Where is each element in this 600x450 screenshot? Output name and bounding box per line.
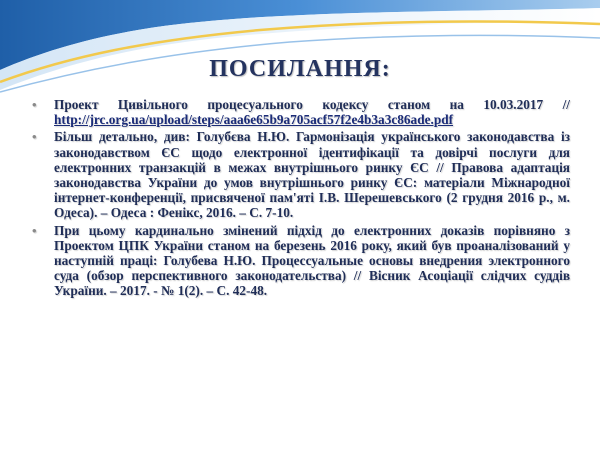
list-item (30, 97, 570, 127)
bullet: • (32, 129, 37, 145)
reference-text: Проект Цивільного процесуального кодексу станом на 10.03.2017 // (54, 97, 570, 112)
header-swoosh-decoration (0, 0, 600, 110)
references-list (30, 97, 570, 301)
reference-text: Більш детально, див: Голубєва Н.Ю. Гармонізація українського законодавства із законодавством ЄС щодо електронної ідентифікації та довірчі послуги для електронних транзакцій в межах внутрішнього ринку ЄС // Правова адаптація законодавства України до умов внутрішнього ринку ЄС: матеріали Міжнародної інтернет-конференції, присвяченої пам'яті І.В. Шерешевського (2 грудня 2016 р., м. Одеса). – Одеса : Фенікс, 2016. – С. 7-10. (54, 129, 570, 221)
list-item (30, 223, 570, 299)
list-item (30, 129, 570, 220)
reference-text: При цьому кардинально змінений підхід до електронних доказів порівняно з Проектом ЦПК України станом на березень 2016 року, який був проаналізований у наступній праці: Голубева Н.Ю. Процессуальные основы внедрения электронного суда (обзор перспективного законодательства) // Вісник Асоціації слідчих суддів України. – 2017. - № 1(2). – С. 42-48. (54, 222, 570, 299)
slide-title: ПОСИЛАННЯ: (209, 56, 391, 82)
reference-link[interactable]: http://jrc.org.ua/upload/steps/aaa6e65b9a705acf57f2e4b3a3c86ade.pdf (54, 112, 454, 128)
bullet: • (32, 222, 37, 238)
bullet: • (32, 97, 37, 112)
